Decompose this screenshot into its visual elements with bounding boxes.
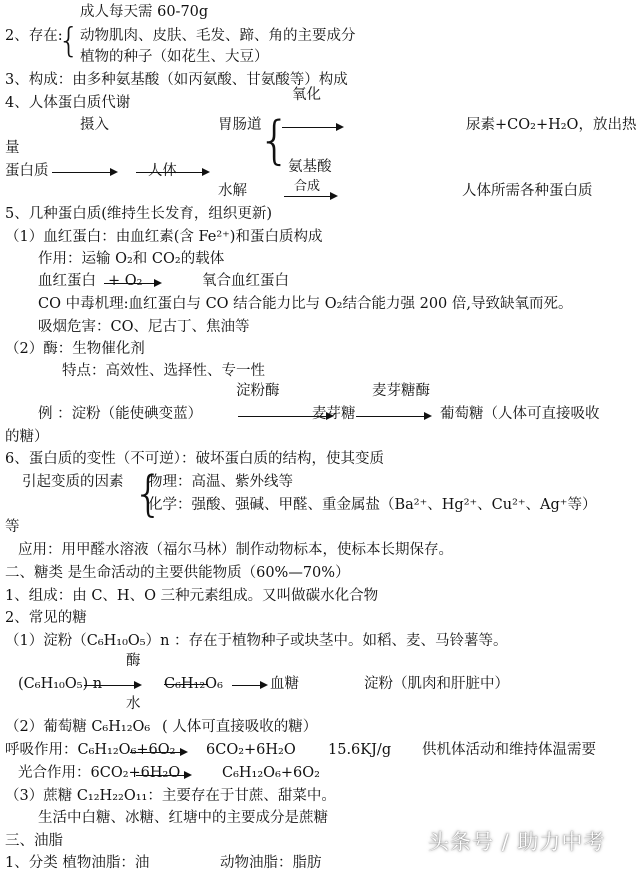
text-line: 麦芽糖酶	[372, 383, 430, 399]
text-line: （1）淀粉（C₆H₁₀O₅）n ：存在于植物种子或块茎中。如稻、麦、马铃薯等。	[5, 633, 508, 649]
text-line: 物理：高温、紫外线等	[148, 474, 293, 490]
text-line: 葡萄糖（人体可直接吸收	[440, 406, 600, 422]
text-line: 3、构成：由多种氨基酸（如丙氨酸、甘氨酸等）构成	[5, 72, 348, 88]
text-line: 特点：高效性、选择性、专一性	[62, 363, 265, 379]
text-line: ( 人体可直接吸收的糖）	[162, 719, 318, 735]
text-line: 等	[5, 519, 20, 535]
text-line: 生活中白糖、冰糖、红塘中的主要成分是蔗糖	[38, 810, 328, 826]
text-line: 1、组成：由 C、H、O 三种元素组成。又叫做碳水化合物	[5, 588, 379, 604]
text-line: 化学：强酸、强碱、甲醛、重金属盐（Ba²⁺、Hg²⁺、Cu²⁺、Ag⁺等）	[148, 497, 597, 513]
text-line: 作用：运输 O₂和 CO₂的载体	[38, 251, 225, 267]
reaction-arrow	[232, 685, 266, 686]
text-line: 的糖）	[5, 429, 49, 445]
text-line: 5、几种蛋白质(维持生长发育，组织更新)	[5, 206, 273, 222]
text-line: 引起变质的因素	[22, 474, 124, 490]
text-line: 麦芽糖	[312, 406, 356, 422]
reaction-arrow	[84, 685, 140, 686]
text-line: 15.6KJ/g	[328, 742, 392, 758]
reaction-arrow	[136, 172, 208, 173]
text-line: 摄入	[80, 117, 109, 133]
brace-icon: {	[258, 111, 292, 171]
text-line: 氨基酸	[288, 159, 332, 175]
reaction-arrow	[104, 283, 160, 284]
text-line: 2、存在:	[5, 28, 63, 44]
text-line: 氧合血红蛋白	[202, 273, 289, 289]
text-line: 蛋白质	[5, 163, 49, 179]
text-line: 6、蛋白质的变性（不可逆）：破坏蛋白质的结构，使其变质	[5, 451, 384, 467]
text-line: (C₆H₁₀O₅) n	[18, 676, 103, 692]
watermark: 头条号 / 助力中考	[428, 830, 606, 854]
text-line: 量	[5, 140, 20, 156]
text-line: 淀粉酶	[236, 383, 280, 399]
text-line: （3）蔗糖 C₁₂H₂₂O₁₁：主要存在于甘蔗、甜菜中。	[5, 788, 336, 804]
text-line: 成人每天需 60-70g	[80, 4, 209, 20]
text-line: 水解	[218, 183, 247, 199]
text-line: 酶	[126, 653, 141, 669]
text-line: 6CO₂+6H₂O	[206, 742, 296, 758]
text-line: 血糖	[270, 676, 299, 692]
text-line: 三、油脂	[5, 833, 63, 849]
text-line: 呼吸作用：C₆H₁₂O₆+6O₂	[5, 742, 176, 758]
text-line: 供机体活动和维持体温需要	[422, 742, 596, 758]
text-line: CO 中毒机理:血红蛋白与 CO 结合能力比与 O₂结合能力强 200 倍,导致缺氧而死。	[38, 296, 573, 312]
text-line: 例 ：淀粉（能使碘变蓝）	[38, 406, 203, 422]
text-line: C₆H₁₂O₆+6O₂	[222, 765, 320, 781]
reaction-arrow	[284, 196, 336, 197]
text-line: 胃肠道	[218, 117, 262, 133]
text-line: 血红蛋白	[38, 273, 96, 289]
brace-icon: {	[58, 21, 80, 61]
text-line: 光合作用：6CO₂+6H₂O	[18, 765, 181, 781]
text-line: 人体	[148, 163, 177, 179]
text-line: C₆H₁₂O₆	[164, 676, 223, 692]
text-line: （2）葡萄糖 C₆H₁₂O₆	[5, 719, 151, 735]
text-line: 二、糖类 是生命活动的主要供能物质（60%—70%）	[5, 565, 350, 581]
text-line: 氧化	[292, 87, 321, 103]
text-line: 动物油脂：脂肪	[220, 855, 322, 871]
strike-line	[164, 684, 208, 685]
text-line: 应用：用甲醛水溶液（福尔马林）制作动物标本，使标本长期保存。	[18, 542, 453, 558]
text-line: + O₂	[108, 273, 143, 289]
text-line: 合成	[294, 179, 321, 194]
reaction-arrow	[52, 172, 116, 173]
text-line: 2、常见的糖	[5, 610, 87, 626]
text-line: 水	[126, 696, 141, 712]
text-line: 1、分类 植物油脂：油	[5, 855, 150, 871]
reaction-arrow	[130, 752, 186, 753]
text-line: 人体所需各种蛋白质	[462, 183, 593, 199]
text-line: （2）酶：生物催化剂	[5, 341, 145, 357]
reaction-arrow	[136, 775, 190, 776]
text-line: （1）血红蛋白：由血红素(含 Fe²⁺)和蛋白质构成	[5, 229, 323, 245]
text-line: 植物的种子（如花生、大豆）	[80, 49, 269, 65]
text-line: 4、人体蛋白质代谢	[5, 95, 131, 111]
text-line: 尿素+CO₂+H₂O，放出热	[466, 117, 637, 133]
text-line: 吸烟危害：CO、尼古丁、焦油等	[38, 319, 250, 335]
brace-icon: {	[133, 466, 164, 522]
text-line: 动物肌肉、皮肤、毛发、蹄、角的主要成分	[80, 28, 356, 44]
reaction-arrow	[356, 416, 430, 417]
text-line: 淀粉（肌肉和肝脏中）	[364, 676, 509, 692]
